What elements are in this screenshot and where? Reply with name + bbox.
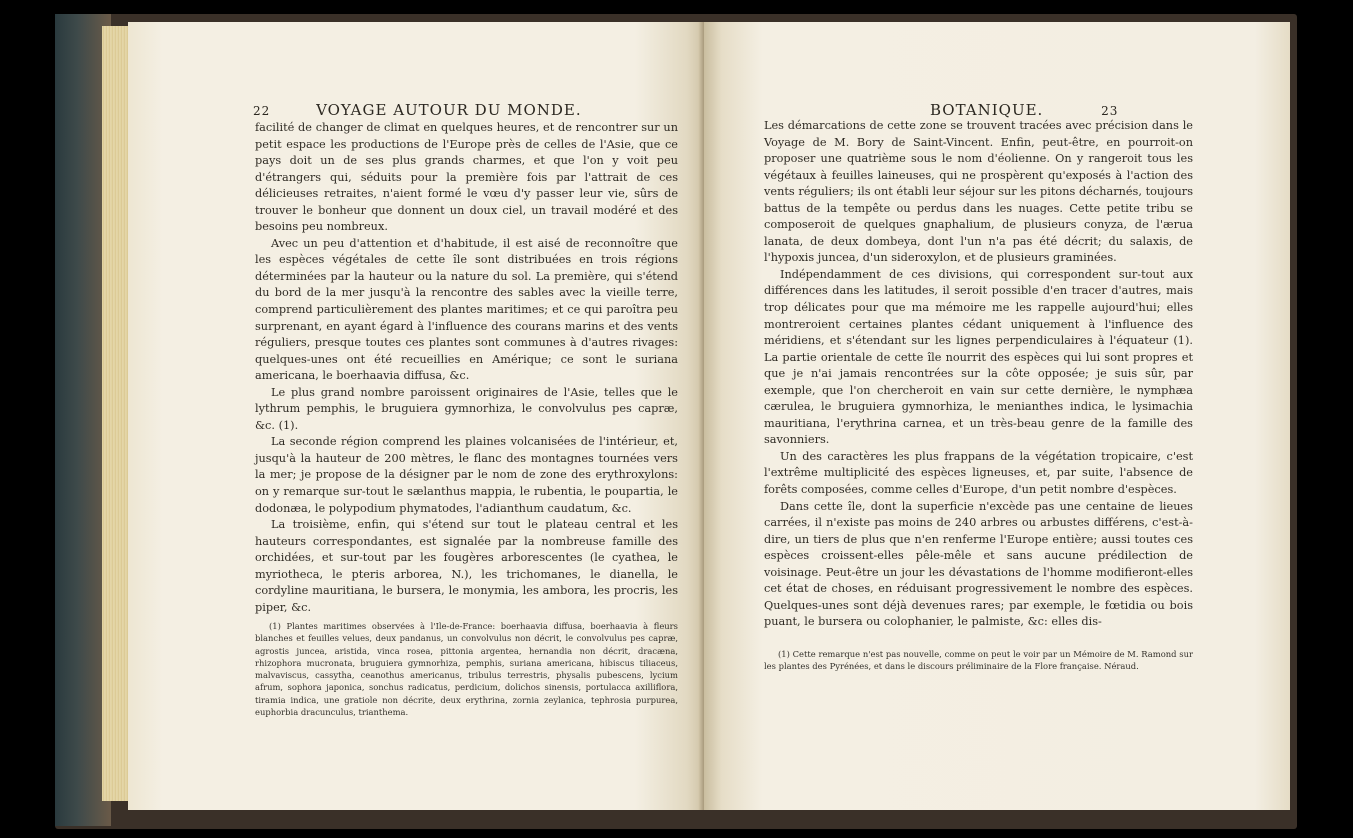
left-footnote bbox=[255, 620, 678, 718]
right-paragraph: Dans cette île, dont la superficie n'excède pas une centaine de lieues carrées, il n'existe pas moins de 240 arbres ou arbustes différens, c'est-à-dire, un tiers de plus que n'en renferme l'Europe entière; aussi toutes ces espèces croissent-elles pêle-mêle et sans aucune prédilection de voisinage. Peut-être un jour les dévastations de l'homme modifieront-elles cet état de choses, en réduisant progressivement le nombre des espèces. Quelques-unes sont déjà devenues rares; par exemple, le fœtidia ou bois puant, le bursera ou colophanier, le palmiste, &c: elles dis- bbox=[764, 499, 1193, 629]
right-running-head: BOTANIQUE. bbox=[930, 101, 1044, 119]
right-page-body bbox=[764, 118, 1193, 631]
left-running-head: VOYAGE AUTOUR DU MONDE. bbox=[316, 101, 582, 119]
left-page-number: 22 bbox=[253, 104, 271, 118]
left-page-header bbox=[253, 101, 582, 119]
right-paragraph: Indépendamment de ces divisions, qui correspondent sur-tout aux différences dans les latitudes, il seroit possible d'en tracer d'autres, mais trop délicates pour que ma mémoire me les rappelle aujourd'hui; elles montreroient certaines plantes cédant uniquement à l'influence des méridiens, et s'étendant sur les lignes perpendiculaires à l'équateur (1). La partie orientale de cette île nourrit des espèces qui lui sont propres et que je n'ai jamais rencontrées sur la côte opposée; je suis sûr, par exemple, que l'on chercheroit en vain sur cette dernière, le nymphæa cærulea, le bruguiera gymnorhiza, le menianthes indica, le lysimachia mauritiana, l'erythrina carnea, et un très-beau genre de la famille des savonniers. bbox=[764, 267, 1193, 447]
right-paragraph: Un des caractères les plus frappans de la végétation tropicaire, c'est l'extrême multiplicité des espèces ligneuses, et, par suite, l'absence de forêts composées, comme celles d'Europe, d'un petit nombre d'espèces. bbox=[764, 449, 1193, 497]
right-footnote bbox=[764, 648, 1193, 673]
right-footnote-text: (1) Cette remarque n'est pas nouvelle, comme on peut le voir par un Mémoire de M. Ramond sur les plantes des Pyrénées, et dans le discours préliminaire de la Flore française. Néraud. bbox=[764, 649, 1193, 672]
left-footnote-text: (1) Plantes maritimes observées à l'Ile-de-France: boerhaavia diffusa, boerhaavia à fleurs blanches et feuilles velues, deux pandanus, un convolvulus non décrit, le convolvulus pes capræ, agrostis juncea, aristida, vinca rosea, pittonia argentea, hernandia non décrit, dracæna, rhizophora mucronata, bruguiera gymnorhiza, pemphis, suriana americana, hibiscus tiliaceus, malvaviscus, cassytha, ceanothus americanus, tribulus terrestris, physalis pubescens, lycium afrum, sophora japonica, sonchus radicatus, perdicium, dolichos sinensis, portulacca axilliflora, tiramia indica, une gratiole non décrite, deux erythrina, zornia zeylanica, tephrosia purpurea, euphorbia dracunculus, trianthema. bbox=[255, 621, 678, 718]
right-page-header bbox=[930, 101, 1118, 119]
right-page-number: 23 bbox=[1101, 104, 1119, 118]
right-paragraph: Les démarcations de cette zone se trouvent tracées avec précision dans le Voyage de M. Bory de Saint-Vincent. Enfin, peut-être, en pourroit-on proposer une quatrième sous le nom d'éolienne. On y rangeroit tous les végétaux à feuilles laineuses, qui ne prospèrent qu'exposés à l'action des vents réguliers; ils ont établi leur séjour sur les pitons décharnés, toujours battus de la tempête ou perdus dans les nuages. Cette petite tribu se composeroit de quelques gnaphalium, de plusieurs conyza, de l'ærua lanata, de deux dombeya, dont l'un n'a pas été décrit; du salaxis, de l'hypoxis juncea, d'un sideroxylon, et de plusieurs graminées. bbox=[764, 119, 1193, 265]
left-paragraph: La seconde région comprend les plaines volcanisées de l'intérieur, et, jusqu'à la hauteur de 200 mètres, le flanc des montagnes tournées vers la mer; je propose de la désigner par le nom de zone des erythroxylons: on y remarque sur-tout le sælanthus mappia, le rubentia, le poupartia, le dodonæa, le polypodium phymatodes, l'adianthum caudatum, &c. bbox=[255, 435, 678, 515]
left-page-body bbox=[255, 120, 678, 616]
left-paragraph: Le plus grand nombre paroissent originaires de l'Asie, telles que le lythrum pemphis, le bruguiera gymnorhiza, le convolvulus pes capræ, &c. (1). bbox=[255, 385, 678, 432]
left-paragraph: Avec un peu d'attention et d'habitude, il est aisé de reconnoître que les espèces végétales de cette île sont distribuées en trois régions déterminées par la hauteur ou la nature du sol. La première, qui s'étend du bord de la mer jusqu'à la rencontre des sables avec la vieille terre, comprend particulièrement des plantes maritimes; et ce qui paroîtra peu surprenant, en ayant égard à l'influence des courans marins et des vents réguliers, presque toutes ces plantes sont communes à d'autres rivages: quelques-unes ont été recueillies en Amérique; ce sont le suriana americana, le boerhaavia diffusa, &c. bbox=[255, 236, 678, 383]
left-paragraph: facilité de changer de climat en quelques heures, et de rencontrer sur un petit espace les productions de l'Europe près de celles de l'Asie, que ce pays doit un de ses plus grands charmes, et que l'on y voit peu d'étrangers qui, séduits pour la première fois par l'attrait de ces délicieuses retraites, n'aient formé le vœu d'y passer leur vie, sûrs de trouver le bonheur que donnent un doux ciel, un travail modéré et des besoins peu nombreux. bbox=[255, 121, 678, 234]
left-paragraph: La troisième, enfin, qui s'étend sur tout le plateau central et les hauteurs correspondantes, est signalée par la nombreuse famille des orchidées, et sur-tout par les fougères arborescentes (le cyathea, le myriotheca, le pteris arborea, N.), les trichomanes, le dianella, le cordyline mauritiana, le bursera, le monymia, les ambora, les procris, les piper, &c. bbox=[255, 518, 678, 614]
